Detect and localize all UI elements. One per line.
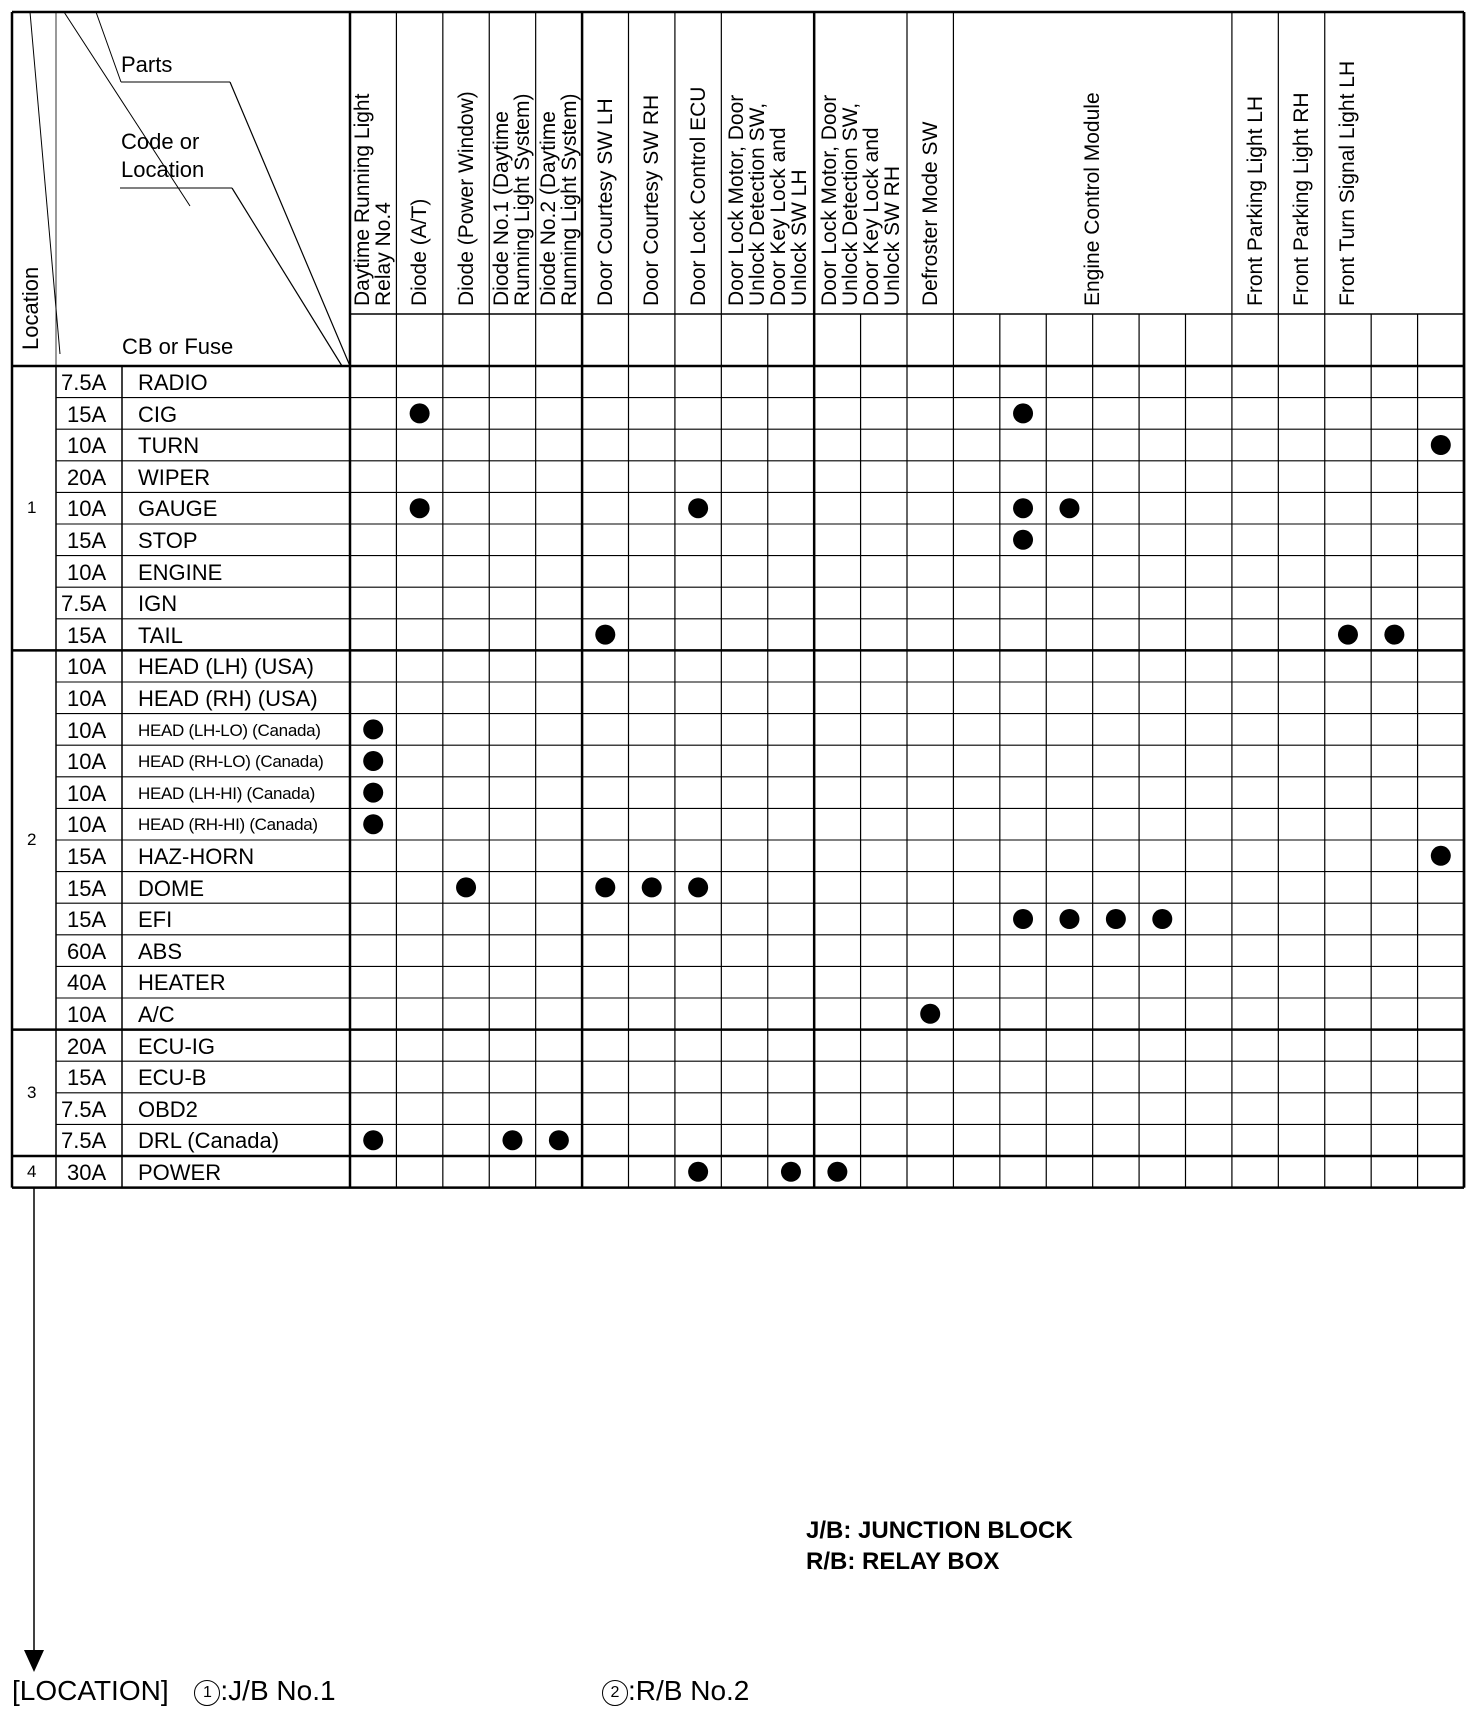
fuse-name: TURN (138, 433, 200, 459)
location-footer-title: [LOCATION] (12, 1675, 169, 1706)
connection-dot (549, 1130, 569, 1150)
fuse-amperage: 10A (67, 812, 107, 838)
fuse-amperage: 20A (67, 464, 107, 490)
fuse-name: ECU-IG (138, 1033, 215, 1059)
fuse-amperage: 10A (67, 654, 107, 680)
connection-dot (363, 814, 383, 834)
connection-dot (1384, 625, 1404, 645)
location-group-number: 1 (27, 498, 37, 518)
fuse-amperage: 7.5A (61, 591, 107, 617)
location-2-circled-number: 2 (602, 1680, 628, 1706)
part-column-header: Door Courtesy SW RH (640, 94, 664, 306)
fuse-name: DOME (138, 875, 204, 901)
fuse-name: GAUGE (138, 496, 218, 522)
part-column-header: Front Turn Signal Light LH (1336, 60, 1360, 306)
diagonal-3 (96, 12, 121, 82)
connection-dot (410, 403, 430, 423)
fuse-name: HEAD (RH-LO) (Canada) (138, 752, 324, 772)
fuse-amperage: 7.5A (61, 1096, 107, 1122)
location-group-number: 3 (27, 1082, 37, 1102)
connection-dot (642, 877, 662, 897)
part-column-header: Door Lock Control ECU (686, 86, 710, 306)
fuse-amperage: 10A (67, 559, 107, 585)
connection-dot (1431, 435, 1451, 455)
fuse-name: HEAD (RH-HI) (Canada) (138, 815, 318, 835)
fuse-amperage: 15A (67, 528, 107, 553)
fuse-amperage: 10A (67, 1002, 107, 1027)
location-group-number: 2 (27, 830, 37, 849)
connection-dot (781, 1162, 801, 1182)
diagonal-code (232, 188, 342, 366)
fuse-name: DRL (Canada) (138, 1128, 280, 1154)
fuse-amperage: 15A (67, 622, 107, 648)
connection-dot (688, 877, 708, 897)
connection-dot (456, 877, 476, 897)
fuse-name: EFI (138, 907, 173, 933)
fuse-name: TAIL (138, 622, 183, 648)
connection-dot (827, 1162, 847, 1182)
connection-dot (1013, 498, 1033, 518)
fuse-amperage: 10A (67, 433, 107, 459)
connection-dot (1013, 909, 1033, 929)
fuse-amperage: 10A (67, 717, 107, 743)
fuse-name: ENGINE (138, 559, 223, 585)
location-arrow-head (24, 1650, 44, 1672)
connection-dot (1431, 846, 1451, 866)
fuse-name: WIPER (138, 464, 211, 490)
connection-dot (363, 751, 383, 771)
part-column-header: Diode (A/T) (408, 198, 432, 306)
fuse-amperage: 60A (67, 938, 107, 964)
legend-junction-block: J/B: JUNCTION BLOCK (806, 1517, 1073, 1544)
fuse-name: HEATER (138, 970, 226, 996)
connection-dot (595, 625, 615, 645)
connection-dot (1013, 530, 1033, 550)
fuse-amperage: 20A (67, 1033, 107, 1059)
connection-dot (688, 1162, 708, 1182)
connection-dot (1338, 625, 1358, 645)
part-column-header: Diode (Power Window) (454, 91, 478, 306)
connection-dot (363, 719, 383, 739)
fuse-name: HAZ-HORN (138, 844, 255, 869)
fuse-name: OBD2 (138, 1096, 198, 1122)
fuse-amperage: 10A (67, 780, 107, 806)
fuse-name: IGN (138, 591, 178, 617)
part-column-header: Defroster Mode SW (918, 121, 942, 306)
fuse-name: HEAD (LH-HI) (Canada) (138, 783, 315, 803)
location-1-circled-number: 1 (194, 1680, 220, 1706)
connection-dot (1152, 909, 1172, 929)
fuse-amperage: 30A (67, 1160, 107, 1185)
fuse-name: A/C (138, 1002, 175, 1027)
fuse-name: STOP (138, 528, 198, 553)
fuse-amperage: 15A (67, 907, 107, 933)
connection-dot (502, 1130, 522, 1150)
legend-relay-box: R/B: RELAY BOX (806, 1548, 1000, 1575)
connection-dot (1106, 909, 1126, 929)
fuse-amperage: 10A (67, 686, 107, 711)
fuse-name: POWER (138, 1160, 222, 1185)
fuse-amperage: 15A (67, 844, 107, 869)
cb-fuse-header-label: CB or Fuse (122, 334, 234, 359)
fuse-amperage: 15A (67, 401, 107, 427)
fuse-amperage: 7.5A (61, 370, 107, 395)
parts-header-label: Parts (121, 52, 173, 77)
fuse-name: ECU-B (138, 1065, 207, 1091)
connection-dot (410, 498, 430, 518)
fuse-amperage: 15A (67, 875, 107, 901)
connection-dot (363, 783, 383, 803)
location-footer-2 (602, 1675, 749, 1707)
part-column-header: Front Parking Light LH (1243, 95, 1267, 306)
location-group-number: 4 (27, 1161, 37, 1181)
fuse-amperage: 15A (67, 1065, 107, 1091)
location-footer (12, 1675, 336, 1707)
diagonal-parts (230, 82, 350, 366)
part-column-header: Daytime Running Light Relay No.4 (351, 93, 396, 306)
fuse-amperage: 7.5A (61, 1128, 107, 1154)
fuse-name: CIG (138, 401, 178, 427)
fuse-name: HEAD (LH) (USA) (138, 654, 315, 680)
connection-dot (595, 877, 615, 897)
connection-dot (688, 498, 708, 518)
code-location-header-label: Code or Location (121, 129, 205, 182)
fuse-name: ABS (138, 938, 183, 964)
connection-dot (920, 1004, 940, 1024)
connection-dot (1059, 909, 1079, 929)
fuse-amperage: 10A (67, 749, 107, 775)
part-column-header: Engine Control Module (1081, 92, 1105, 306)
connection-dot (363, 1130, 383, 1150)
part-column-header: Door Lock Motor, Door Unlock Detection SW, Door Key Lock and Unlock SW RH (817, 94, 904, 306)
location-header-label: Location (18, 266, 43, 350)
part-column-header: Front Parking Light RH (1290, 92, 1314, 306)
part-column-header: Diode No.1 (Daytime Running Light System) (490, 93, 535, 306)
part-column-header: Door Lock Motor, Door Unlock Detection SW, Door Key Lock and Unlock SW LH (724, 94, 811, 306)
connection-dot (1013, 403, 1033, 423)
fuse-name: HEAD (LH-LO) (Canada) (138, 720, 321, 740)
fuse-amperage: 10A (67, 496, 107, 522)
part-column-header: Door Courtesy SW LH (593, 98, 617, 306)
location-1-label: :J/B No.1 (220, 1675, 336, 1706)
location-2-label: :R/B No.2 (628, 1675, 750, 1706)
fuse-amperage: 40A (67, 970, 107, 996)
part-column-header: Diode No.2 (Daytime Running Light System) (536, 93, 581, 306)
fuse-name: RADIO (138, 370, 208, 395)
connection-dot (1059, 498, 1079, 518)
fuse-name: HEAD (RH) (USA) (138, 686, 318, 711)
